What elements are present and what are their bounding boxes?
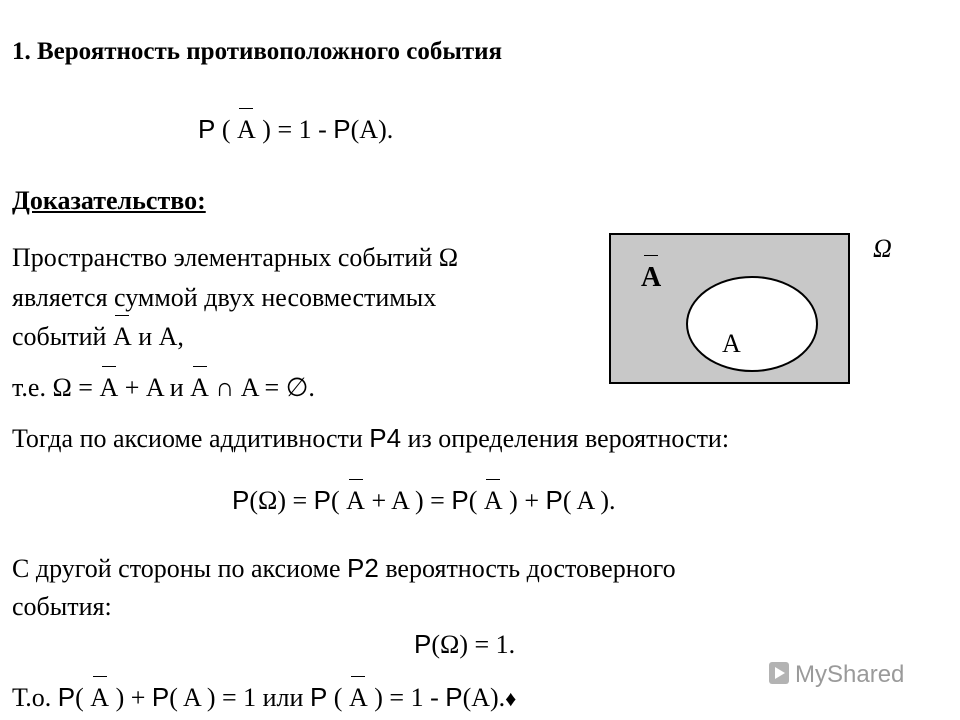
paragraph-text: событий <box>12 322 113 351</box>
conclusion-text: ( <box>327 683 349 712</box>
p2-text: вероятность достоверного <box>378 554 676 583</box>
a-bar-symbol: A <box>346 486 365 515</box>
paragraph-line: является суммой двух несовместимых <box>12 283 437 312</box>
a-bar-symbol: A <box>90 683 110 712</box>
formula-p-symbol: P <box>445 682 463 712</box>
formula-p-symbol: P <box>309 682 328 712</box>
te-line <box>12 373 315 403</box>
formula-text: ( <box>215 115 238 144</box>
proof-heading: Доказательство: <box>12 186 206 215</box>
a-bar-symbol: A <box>348 683 368 712</box>
paragraph-line: Пространство элементарных событий Ω <box>12 243 459 272</box>
watermark <box>767 656 927 690</box>
conclusion-text: ( A ) = 1 или <box>169 683 310 712</box>
te-text: + A и <box>118 373 191 402</box>
a-bar-symbol: A <box>483 486 503 515</box>
slide-title: 1. Вероятность противоположного события <box>12 38 503 65</box>
formula-text: (Ω) = <box>249 486 314 515</box>
te-text: ∩ A = ∅. <box>208 373 315 402</box>
conclusion-text: Т.о. <box>12 683 58 712</box>
formula-p-symbol: P <box>451 485 469 515</box>
formula-text: + A ) = <box>364 486 452 515</box>
p2-line <box>12 553 676 584</box>
formula-p-symbol: P <box>57 682 76 712</box>
watermark-logo-icon <box>767 656 927 690</box>
formula-text: ( <box>331 486 347 515</box>
axiom-text: Тогда по аксиоме аддитивности <box>12 424 370 453</box>
conclusion-line <box>12 682 516 713</box>
venn-event-a <box>686 276 818 372</box>
paragraph-line <box>12 322 184 352</box>
formula-text: = 1 - <box>270 115 334 144</box>
axiom-line <box>12 423 729 454</box>
end-of-proof-icon: ♦ <box>505 686 517 711</box>
axiom-text: из определения вероятности: <box>401 424 730 453</box>
venn-a-label: A <box>722 329 741 358</box>
formula-certain-event <box>414 629 515 660</box>
formula-p-symbol: P <box>198 114 216 144</box>
axiom-p2: P2 <box>347 553 379 583</box>
paragraph-text: и A, <box>131 322 184 351</box>
formula-complement <box>198 114 393 145</box>
a-bar-symbol: A <box>237 115 256 144</box>
formula-text: (Ω) = 1. <box>431 630 516 659</box>
conclusion-text: ) + <box>109 683 152 712</box>
formula-text: ) + <box>502 486 546 515</box>
venn-abar-label: A <box>641 262 662 293</box>
a-bar-symbol: A <box>99 373 119 402</box>
formula-additivity <box>232 485 616 516</box>
venn-omega-label: Ω <box>873 234 892 263</box>
te-text: т.е. Ω = <box>12 373 100 402</box>
formula-p-symbol: P <box>232 485 250 515</box>
formula-p-symbol: P <box>333 114 351 144</box>
formula-text: ( <box>468 486 484 515</box>
formula-p-symbol: P <box>414 629 432 659</box>
formula-text: ) <box>255 115 271 144</box>
p2-line-2: события: <box>12 592 112 621</box>
a-bar-symbol: A <box>190 373 209 402</box>
conclusion-text: ( <box>75 683 91 712</box>
a-bar-symbol: A <box>112 322 132 351</box>
p2-text: С другой стороны по аксиоме <box>12 554 347 583</box>
formula-text: (A). <box>350 115 394 144</box>
conclusion-text: (A). <box>462 683 506 712</box>
formula-p-symbol: P <box>545 485 563 515</box>
formula-p-symbol: P <box>313 485 331 515</box>
watermark-text: MyShared <box>795 661 905 688</box>
axiom-p4: P4 <box>369 423 402 453</box>
formula-p-symbol: P <box>151 682 170 712</box>
conclusion-text: ) = 1 - <box>367 683 446 712</box>
formula-text: ( A ). <box>562 486 616 515</box>
